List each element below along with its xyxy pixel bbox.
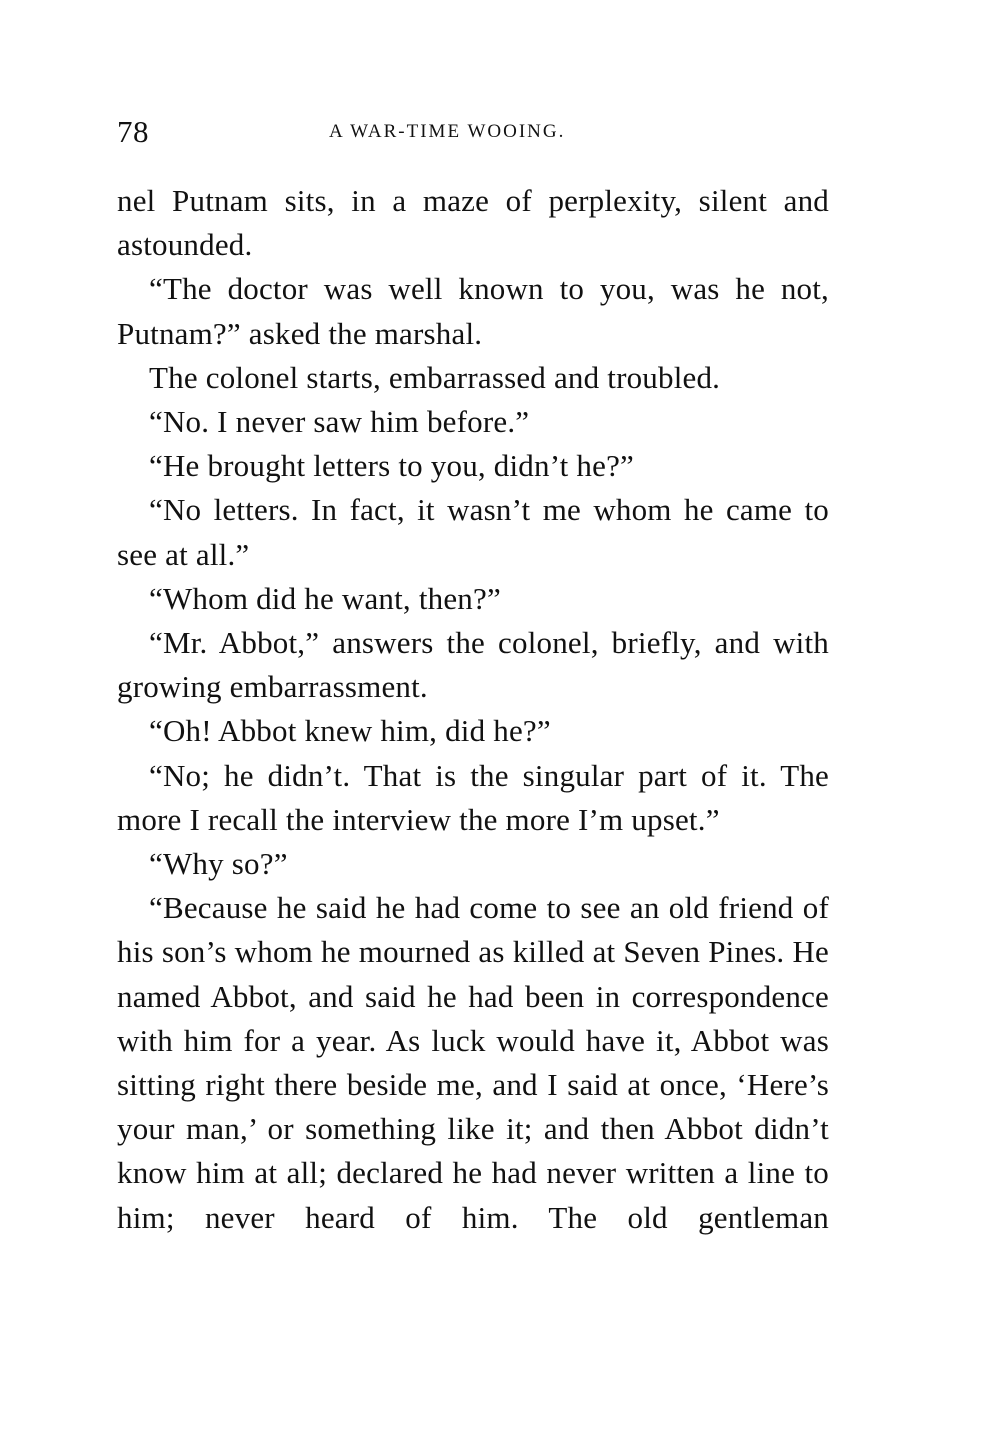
paragraph-abbot-knew-him: “Oh! Abbot knew him, did he?” (149, 713, 551, 749)
paragraph-no-letters: “No letters. In fact, it wasn’t me whom he came to see at all.” (117, 492, 829, 572)
paragraph-never-saw-him: “No. I never saw him before.” (149, 404, 530, 440)
paragraph-continuation: nel Putnam sits, in a maze of perplexity, silent and astounded. (117, 183, 829, 263)
page-header (117, 112, 827, 152)
paragraph-why-so: “Why so?” (149, 846, 288, 882)
body-text (117, 179, 829, 1240)
page-number: 78 (117, 114, 149, 149)
paragraph-doctor-question: “The doctor was well known to you, was he not, Putnam?” asked the marshal. (117, 271, 829, 351)
paragraph-colonel-starts: The colonel starts, embarrassed and troubled. (149, 359, 721, 395)
running-title: A WAR-TIME WOOING. (329, 121, 566, 142)
paragraph-singular-part: “No; he didn’t. That is the singular part of it. The more I recall the interview the more I’m upset.” (117, 757, 829, 837)
paragraph-whom-did-he-want: “Whom did he want, then?” (149, 580, 501, 616)
paragraph-mr-abbot: “Mr. Abbot,” answers the colonel, briefly, and with growing embarrassment. (117, 625, 829, 705)
paragraph-brought-letters: “He brought letters to you, didn’t he?” (149, 448, 635, 484)
paragraph-because-he-said: “Because he said he had come to see an old friend of his son’s whom he mourned as killed at Seven Pines. He named Abbot, and said he had been in correspondence with him for a year. As luck would have it, Abbot was sitting right there beside me, and I said at once, ‘Here’s your man,’ or something like it; and then Abbot didn’t know him at all; declared he had never written a line to him; never heard of him. The old gentleman (117, 890, 829, 1235)
